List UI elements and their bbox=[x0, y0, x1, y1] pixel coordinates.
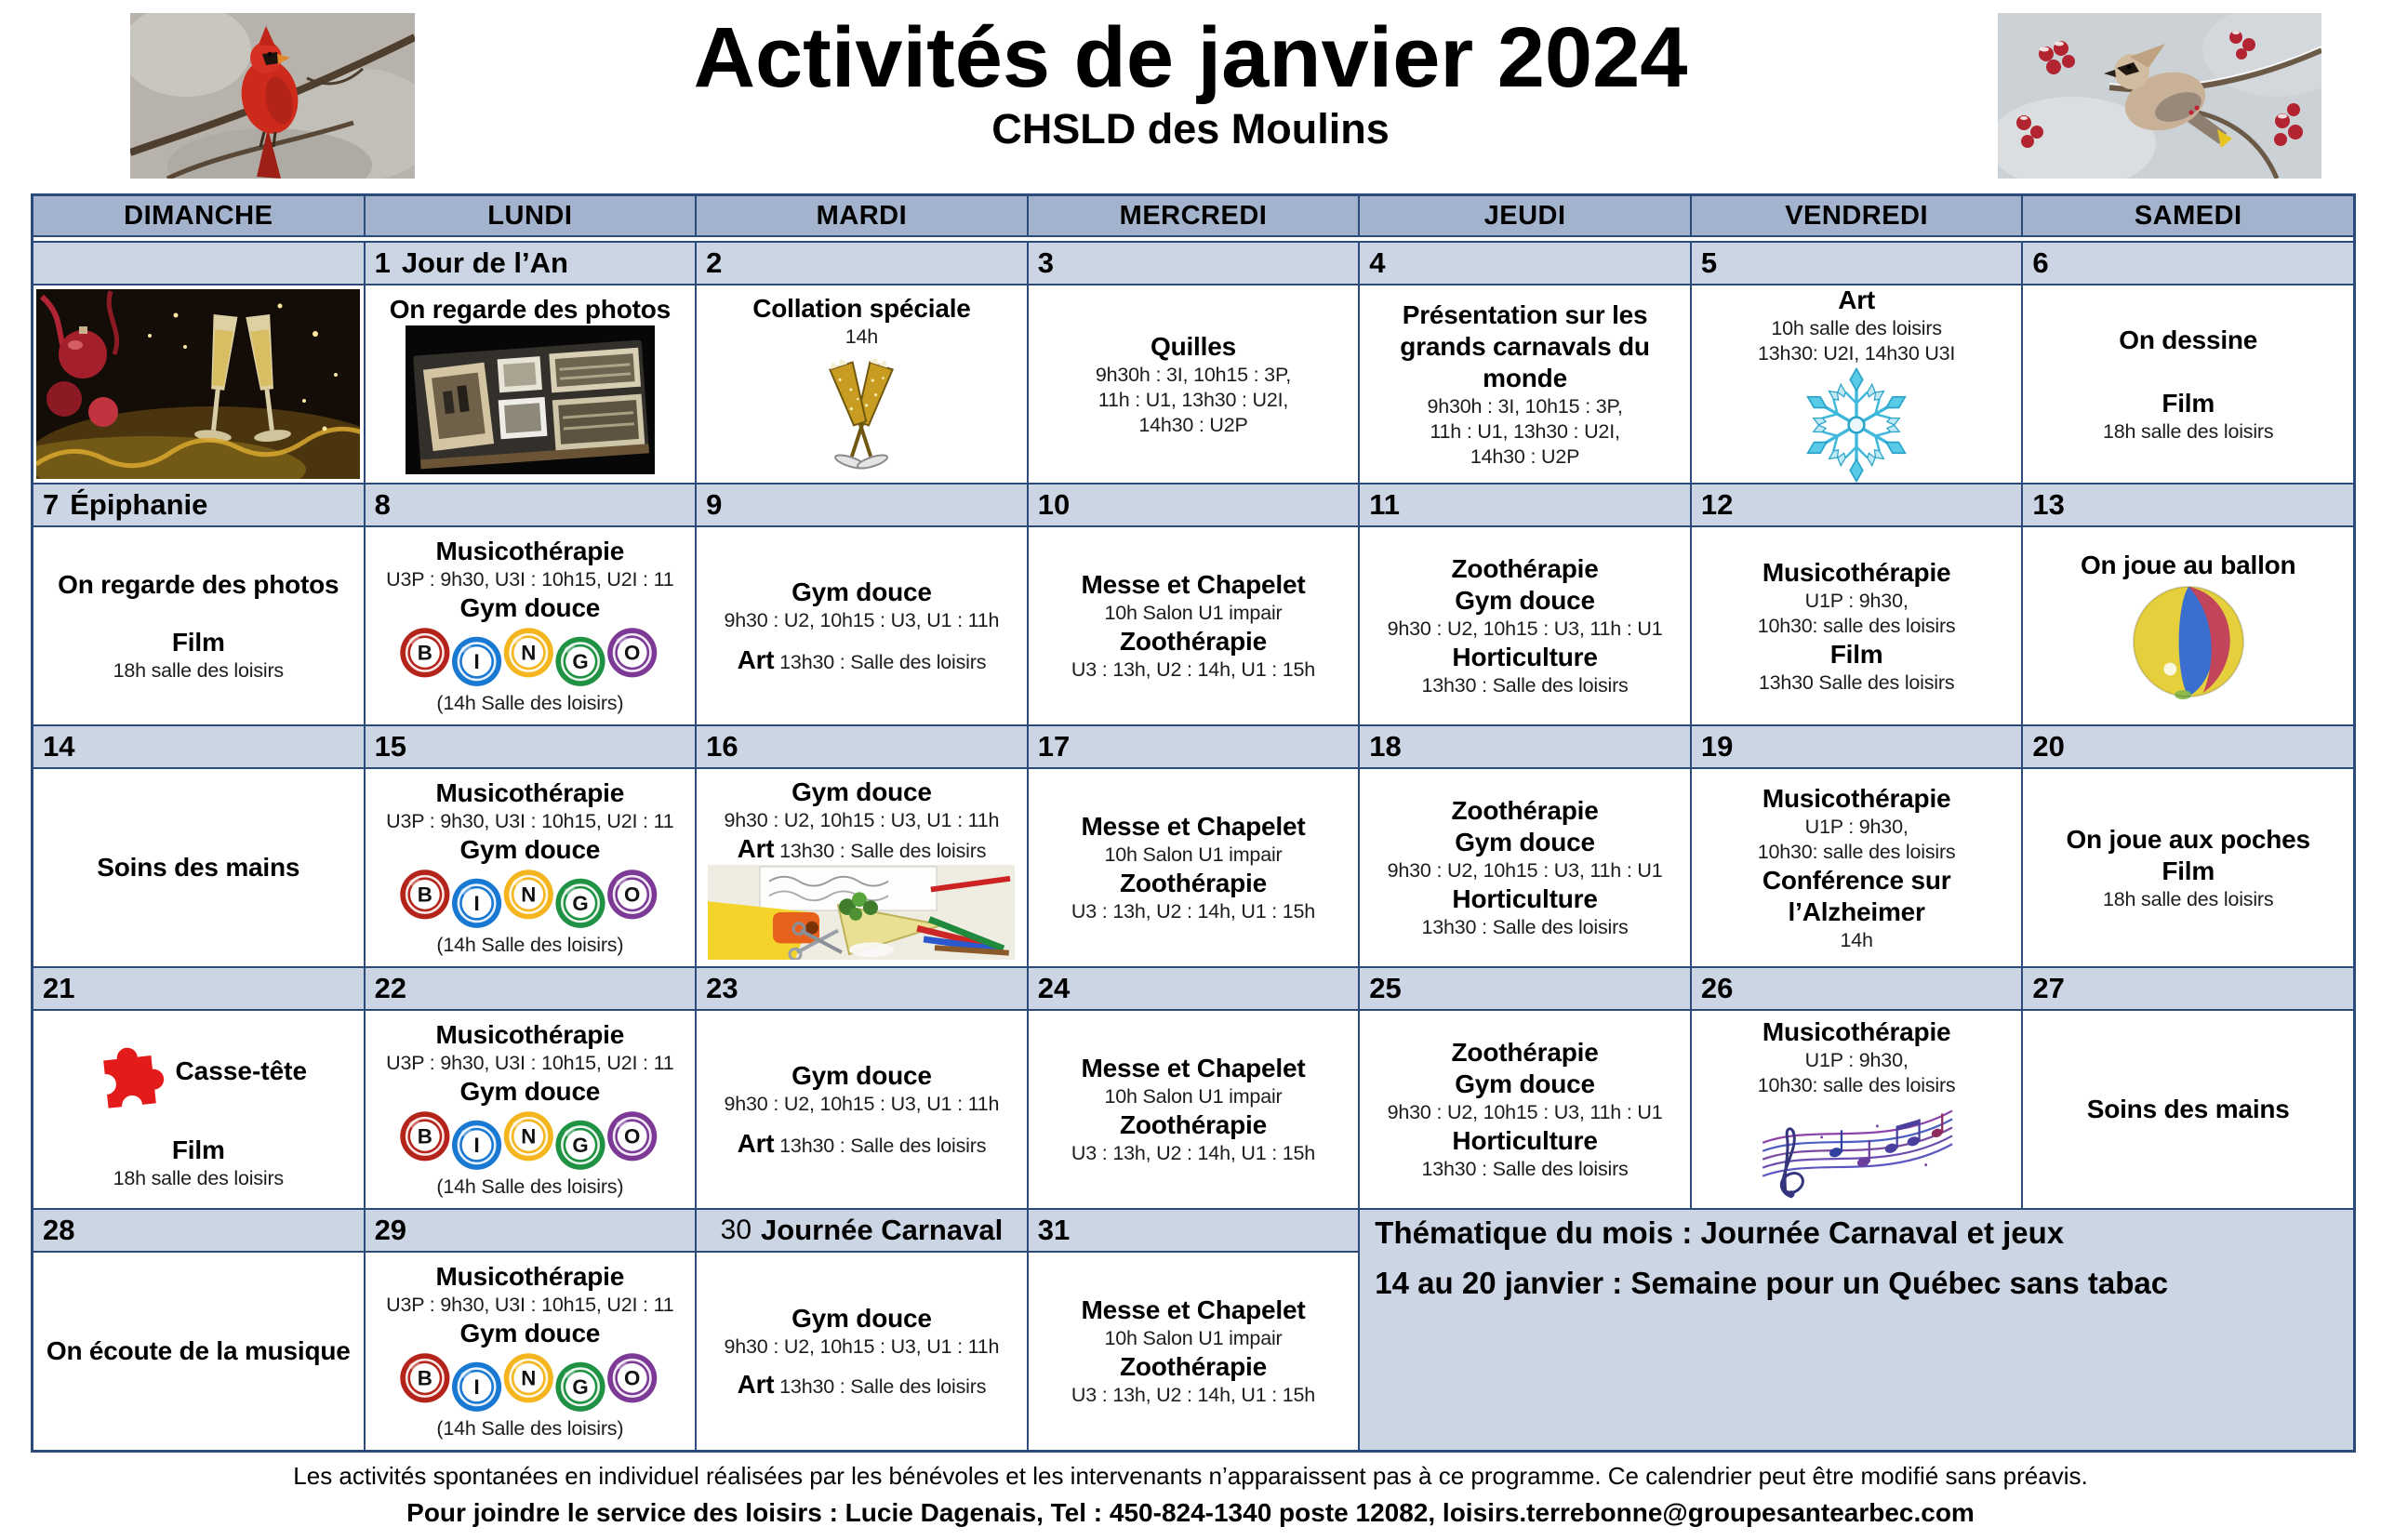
day-cell-18 bbox=[1360, 769, 1690, 966]
activity-line: 9h30 : U2, 10h15 : U3, 11h : U1 bbox=[1387, 1101, 1663, 1123]
footer-contact: Pour joindre le service des loisirs : Lucie Dagenais, Tel : 450-824-1340 poste 12082, loisirs.terrebonne@groupesantearbec.com bbox=[406, 1498, 1975, 1527]
activity-line: 11h : U1, 13h30 : U2I, bbox=[1097, 388, 1289, 411]
date-number: 23 bbox=[706, 972, 738, 1004]
activity-line: Gym douce bbox=[1455, 586, 1595, 615]
activity-line: 9h30 : U2, 10h15 : U3, U1 : 11h bbox=[724, 1334, 1000, 1358]
calendar-header bbox=[0, 0, 2381, 188]
date-band bbox=[697, 968, 1027, 1009]
date-band bbox=[1692, 726, 2022, 767]
activity-line: Horticulture bbox=[1452, 1126, 1598, 1155]
day-cell-25 bbox=[1360, 1011, 1690, 1208]
svg-text:B: B bbox=[417, 1124, 432, 1148]
day-cell-4 bbox=[1360, 285, 1690, 483]
activity-line: 9h30h : 3I, 10h15 : 3P, bbox=[1095, 363, 1292, 386]
svg-text:G: G bbox=[572, 892, 589, 915]
date-number: 28 bbox=[43, 1214, 75, 1246]
beach-ball-clipart bbox=[2128, 581, 2249, 702]
svg-text:G: G bbox=[572, 650, 589, 673]
date-number: 26 bbox=[1700, 972, 1734, 1004]
activity-line: Zoothérapie bbox=[1119, 869, 1268, 897]
date-number: 14 bbox=[43, 730, 75, 763]
activity-line: U1P : 9h30, bbox=[1804, 815, 1909, 838]
day-cell-1 bbox=[366, 285, 696, 483]
date-number: 19 bbox=[1700, 730, 1734, 763]
activity-line: Gym douce bbox=[459, 593, 601, 622]
activity-line: Messe et Chapelet bbox=[1081, 1295, 1306, 1324]
date-band bbox=[366, 485, 696, 525]
date-number: 16 bbox=[706, 730, 738, 763]
activity-line: Film bbox=[2162, 388, 2215, 418]
date-band bbox=[1029, 726, 1359, 767]
header-separator bbox=[33, 237, 2353, 241]
activity-line: Film bbox=[2162, 856, 2215, 885]
date-band bbox=[366, 968, 696, 1009]
day-cell-13 bbox=[2023, 527, 2353, 724]
date-band bbox=[2023, 726, 2353, 767]
date-number: 13 bbox=[2032, 488, 2065, 521]
activity-line: 18h salle des loisirs bbox=[2103, 887, 2274, 910]
day-header-vendredi: VENDREDI bbox=[1692, 196, 2022, 235]
calendar-footer bbox=[0, 1462, 2381, 1528]
snowflake-image bbox=[1798, 366, 1915, 483]
date-number: 3 bbox=[1037, 246, 1054, 279]
activity-line: Film bbox=[1829, 639, 1883, 669]
date-band bbox=[33, 485, 364, 525]
date-band bbox=[1029, 485, 1359, 525]
week-row bbox=[33, 243, 2353, 483]
svg-text:N: N bbox=[521, 883, 537, 907]
activity-line: 9h30 : U2, 10h15 : U3, U1 : 11h bbox=[724, 1092, 1000, 1115]
activity-line: Zoothérapie bbox=[1451, 1038, 1599, 1067]
music-notes-image bbox=[1722, 1098, 1991, 1202]
date-number: 25 bbox=[1369, 972, 1402, 1004]
date-number: 12 bbox=[1700, 488, 1734, 521]
date-number: 7 bbox=[43, 488, 60, 521]
date-band bbox=[1360, 243, 1690, 284]
day-cell-5 bbox=[1692, 285, 2022, 483]
day-cell-21 bbox=[33, 1011, 364, 1208]
activity-line: On regarde des photos bbox=[58, 569, 339, 599]
bingo-balls-image bbox=[392, 1108, 669, 1175]
date-band bbox=[1692, 485, 2022, 525]
activity-line: Gym douce bbox=[459, 835, 601, 864]
activity-line: Horticulture bbox=[1452, 884, 1598, 913]
activity-line: 14h30 : U2P bbox=[1470, 445, 1580, 468]
date-band bbox=[33, 726, 364, 767]
day-cell bbox=[33, 285, 364, 483]
date-band bbox=[2023, 968, 2353, 1009]
bingo-balls-image bbox=[392, 624, 669, 691]
day-cell-23 bbox=[697, 1011, 1027, 1208]
activity-line: Zoothérapie bbox=[1119, 1352, 1268, 1381]
date-band bbox=[1029, 243, 1359, 284]
activity-line: Film bbox=[171, 1135, 225, 1164]
activity-line: Gym douce bbox=[791, 1060, 932, 1090]
date-label: Épiphanie bbox=[70, 488, 208, 521]
theme-line-1: Thématique du mois : Journée Carnaval et jeux bbox=[1375, 1215, 2065, 1250]
date-number: 4 bbox=[1369, 246, 1386, 279]
activity-line: (14h Salle des loisirs) bbox=[436, 1417, 624, 1440]
puzzle-piece-icon bbox=[89, 1029, 175, 1114]
day-header-lundi: LUNDI bbox=[366, 196, 696, 235]
svg-text:I: I bbox=[473, 1375, 480, 1399]
activity-line: On joue au ballon bbox=[2080, 551, 2296, 579]
date-number: 27 bbox=[2032, 972, 2065, 1004]
date-band bbox=[33, 1210, 364, 1251]
page-title: Activités de janvier 2024 bbox=[693, 10, 1688, 105]
activity-line: Gym douce bbox=[791, 577, 932, 606]
day-header-row bbox=[33, 196, 2353, 235]
activity-line: Art 13h30 : Salle des loisirs bbox=[737, 833, 987, 863]
day-cell-7 bbox=[33, 527, 364, 724]
day-cell-10 bbox=[1029, 527, 1359, 724]
activity-line: 13h30: U2I, 14h30 U3I bbox=[1758, 342, 1956, 365]
day-header-jeudi: JEUDI bbox=[1360, 196, 1690, 235]
date-band bbox=[366, 1210, 696, 1251]
activity-line: U3 : 13h, U2 : 14h, U1 : 15h bbox=[1071, 1142, 1316, 1164]
activity-line: Messe et Chapelet bbox=[1081, 1054, 1306, 1082]
date-band bbox=[33, 968, 364, 1009]
day-cell-16 bbox=[697, 769, 1027, 966]
art-supplies-photo bbox=[708, 865, 1015, 960]
date-band bbox=[697, 243, 1027, 284]
activity-line: U3 : 13h, U2 : 14h, U1 : 15h bbox=[1071, 900, 1316, 923]
svg-text:N: N bbox=[521, 641, 537, 665]
champagne-flutes-clipart bbox=[800, 350, 923, 476]
activity-line: On regarde des photos bbox=[389, 295, 671, 324]
activity-line: Zoothérapie bbox=[1451, 554, 1599, 583]
activity-line: 18h salle des loisirs bbox=[113, 1166, 284, 1189]
bingo-balls-clipart bbox=[392, 1349, 669, 1416]
activity-line: Gym douce bbox=[1455, 1069, 1595, 1098]
activity-line: 10h30: salle des loisirs bbox=[1757, 1074, 1956, 1096]
day-header-mardi: MARDI bbox=[697, 196, 1027, 235]
christmas-photo-image bbox=[36, 289, 360, 479]
day-cell-11 bbox=[1360, 527, 1690, 724]
activity-line: Art bbox=[1838, 285, 1876, 314]
activity-line: Soins des mains bbox=[97, 853, 300, 882]
day-cell-31 bbox=[1029, 1253, 1359, 1450]
day-cell-27 bbox=[2023, 1011, 2353, 1208]
activity-line: Musicothérapie bbox=[435, 1020, 625, 1049]
date-number: 2 bbox=[706, 246, 723, 279]
activity-line: U1P : 9h30, bbox=[1804, 589, 1909, 612]
activity-line: Soins des mains bbox=[2086, 1095, 2290, 1123]
activity-line: Casse-tête bbox=[89, 1029, 307, 1114]
date-number: 18 bbox=[1369, 730, 1402, 763]
date-band bbox=[1360, 726, 1690, 767]
bingo-balls-clipart bbox=[392, 866, 669, 933]
winter-cardinal-photo bbox=[130, 13, 415, 179]
activity-line: U3 : 13h, U2 : 14h, U1 : 15h bbox=[1071, 658, 1316, 681]
day-cell-9 bbox=[697, 527, 1027, 724]
activity-line: 10h30: salle des loisirs bbox=[1757, 840, 1956, 863]
activity-line: Musicothérapie bbox=[435, 778, 625, 807]
activity-line: U3P : 9h30, U3I : 10h15, U2I : 11 bbox=[386, 810, 674, 832]
activity-line: Musicothérapie bbox=[1762, 557, 1951, 587]
date-band bbox=[1360, 485, 1690, 525]
old-photo-album-photo bbox=[406, 325, 655, 474]
day-cell-29 bbox=[366, 1253, 696, 1450]
activity-line: 10h30: salle des loisirs bbox=[1757, 614, 1956, 637]
day-cell-6 bbox=[2023, 285, 2353, 483]
date-band bbox=[366, 243, 696, 284]
week-row bbox=[33, 485, 2353, 724]
svg-text:O: O bbox=[623, 883, 641, 907]
date-band bbox=[1692, 243, 2022, 284]
day-cell-17 bbox=[1029, 769, 1359, 966]
activity-line: Art 13h30 : Salle des loisirs bbox=[737, 1369, 987, 1399]
date-band bbox=[697, 726, 1027, 767]
activity-line: Gym douce bbox=[791, 1303, 932, 1333]
calendar-table bbox=[31, 193, 2356, 1453]
svg-text:O: O bbox=[623, 1366, 641, 1390]
activity-line: 18h salle des loisirs bbox=[2103, 419, 2274, 443]
music-notes-clipart bbox=[1722, 1098, 1991, 1202]
date-number: 30 bbox=[720, 1215, 752, 1245]
date-number: 17 bbox=[1037, 730, 1071, 763]
day-cell-3 bbox=[1029, 285, 1359, 483]
bingo-balls-image bbox=[392, 866, 669, 933]
activity-line: Zoothérapie bbox=[1119, 1110, 1268, 1139]
date-number: 31 bbox=[1037, 1214, 1071, 1246]
day-cell-14 bbox=[33, 769, 364, 966]
svg-text:G: G bbox=[572, 1134, 589, 1157]
activity-line: 9h30 : U2, 10h15 : U3, 11h : U1 bbox=[1387, 617, 1663, 640]
activity-line: Gym douce bbox=[791, 777, 932, 806]
page-subtitle: CHSLD des Moulins bbox=[991, 104, 1390, 153]
activity-line: Horticulture bbox=[1452, 643, 1598, 671]
activity-line: Présentation sur les grands carnavals du monde bbox=[1400, 299, 1650, 392]
activity-line: Musicothérapie bbox=[1762, 1017, 1951, 1046]
art-supplies-image bbox=[708, 865, 1015, 960]
date-number: 1 bbox=[374, 246, 391, 279]
date-number: 8 bbox=[374, 488, 391, 521]
champagne-glasses-image bbox=[800, 350, 923, 476]
beach-ball-image bbox=[2128, 581, 2249, 702]
svg-text:I: I bbox=[473, 892, 480, 915]
svg-text:N: N bbox=[521, 1366, 537, 1390]
day-cell-28 bbox=[33, 1253, 364, 1450]
activity-line: 9h30 : U2, 10h15 : U3, U1 : 11h bbox=[724, 808, 1000, 831]
activity-line: (14h Salle des loisirs) bbox=[436, 692, 624, 714]
activity-line: (14h Salle des loisirs) bbox=[436, 934, 624, 956]
date-number: 20 bbox=[2032, 730, 2065, 763]
activity-line: U3P : 9h30, U3I : 10h15, U2I : 11 bbox=[386, 1052, 674, 1074]
day-cell-19 bbox=[1692, 769, 2022, 966]
activity-line: 9h30 : U2, 10h15 : U3, 11h : U1 bbox=[1387, 859, 1663, 882]
day-cell-2 bbox=[697, 285, 1027, 483]
svg-text:O: O bbox=[623, 641, 641, 665]
svg-text:B: B bbox=[417, 1366, 432, 1390]
activity-line: Quilles bbox=[1151, 331, 1236, 361]
date-band bbox=[1692, 968, 2022, 1009]
day-cell-30 bbox=[697, 1253, 1027, 1450]
activity-line: Collation spéciale bbox=[752, 293, 971, 323]
activity-line: U3P : 9h30, U3I : 10h15, U2I : 11 bbox=[386, 1294, 674, 1316]
activity-line: Zoothérapie bbox=[1119, 627, 1268, 656]
activity-line: 14h30 : U2P bbox=[1138, 413, 1248, 436]
day-cell-20 bbox=[2023, 769, 2353, 966]
activity-line: (14h Salle des loisirs) bbox=[436, 1175, 624, 1198]
day-cell-24 bbox=[1029, 1011, 1359, 1208]
activity-line: 10h Salon U1 impair bbox=[1104, 843, 1283, 866]
date-band bbox=[1360, 968, 1690, 1009]
activity-line: Messe et Chapelet bbox=[1081, 570, 1306, 599]
activity-line: U1P : 9h30, bbox=[1804, 1049, 1909, 1071]
svg-text:I: I bbox=[473, 650, 480, 673]
svg-text:O: O bbox=[623, 1124, 641, 1148]
activity-line: 10h Salon U1 impair bbox=[1104, 1327, 1283, 1349]
date-band bbox=[697, 1210, 1027, 1251]
date-label: Journée Carnaval bbox=[761, 1214, 1004, 1246]
svg-text:G: G bbox=[572, 1375, 589, 1399]
activity-line: 9h30h : 3I, 10h15 : 3P, bbox=[1427, 394, 1623, 418]
activity-line: 9h30 : U2, 10h15 : U3, U1 : 11h bbox=[724, 608, 1000, 631]
day-cell-15 bbox=[366, 769, 696, 966]
activity-line: U3 : 13h, U2 : 14h, U1 : 15h bbox=[1071, 1384, 1316, 1406]
date-number: 22 bbox=[374, 972, 407, 1004]
activity-line: Art 13h30 : Salle des loisirs bbox=[737, 1128, 987, 1158]
date-band bbox=[2023, 485, 2353, 525]
activity-line: Gym douce bbox=[459, 1077, 601, 1106]
svg-text:I: I bbox=[473, 1134, 480, 1157]
activity-line: 13h30 Salle des loisirs bbox=[1758, 670, 1955, 694]
bingo-balls-clipart bbox=[392, 1108, 669, 1175]
date-number: 29 bbox=[374, 1214, 407, 1246]
puzzle-piece-image bbox=[89, 1029, 175, 1114]
day-header-samedi: SAMEDI bbox=[2023, 196, 2353, 235]
week-row bbox=[33, 968, 2353, 1208]
activity-line: Musicothérapie bbox=[435, 1262, 625, 1291]
activity-line: Gym douce bbox=[1455, 828, 1595, 856]
date-number: 6 bbox=[2032, 246, 2049, 279]
activity-line: Film bbox=[171, 627, 225, 657]
activity-line: Conférence sur l’Alzheimer bbox=[1762, 865, 1951, 926]
footer-disclaimer: Les activités spontanées en individuel réalisées par les bénévoles et les intervenants n’apparaissent pas à ce programme. Ce calendrier peut être modifié sans préavis. bbox=[293, 1462, 2088, 1490]
activity-line: On dessine bbox=[2119, 325, 2258, 354]
bingo-balls-image bbox=[392, 1349, 669, 1416]
date-number: 24 bbox=[1037, 972, 1071, 1004]
theme-note bbox=[1360, 1210, 2353, 1450]
winter-waxwing-photo bbox=[1998, 13, 2321, 179]
activity-line: Musicothérapie bbox=[435, 537, 625, 565]
day-cell-8 bbox=[366, 527, 696, 724]
christmas-champagne-photo bbox=[36, 289, 360, 479]
activity-line: 13h30 : Salle des loisirs bbox=[1421, 674, 1629, 697]
activity-line: Gym douce bbox=[459, 1319, 601, 1348]
date-number: 5 bbox=[1700, 246, 1718, 279]
week-row bbox=[33, 726, 2353, 966]
activity-line: Zoothérapie bbox=[1451, 796, 1599, 825]
date-band bbox=[33, 243, 364, 284]
activity-line: 10h salle des loisirs bbox=[1771, 317, 1942, 339]
day-header-dimanche: DIMANCHE bbox=[33, 196, 364, 235]
activity-line: Messe et Chapelet bbox=[1081, 812, 1306, 841]
activity-line: 13h30 : Salle des loisirs bbox=[1421, 1158, 1629, 1180]
date-number: 11 bbox=[1369, 488, 1401, 521]
day-cell-22 bbox=[366, 1011, 696, 1208]
date-number: 15 bbox=[374, 730, 407, 763]
activity-line: 18h salle des loisirs bbox=[113, 658, 284, 682]
svg-text:B: B bbox=[417, 641, 432, 665]
svg-text:N: N bbox=[521, 1124, 537, 1148]
theme-line-2: 14 au 20 janvier : Semaine pour un Québec sans tabac bbox=[1375, 1266, 2169, 1300]
day-header-mercredi: MERCREDI bbox=[1029, 196, 1359, 235]
date-band bbox=[697, 485, 1027, 525]
activity-line: 14h bbox=[845, 325, 879, 348]
photo-album-image bbox=[406, 325, 655, 474]
snowflake-clipart bbox=[1798, 366, 1915, 483]
date-band bbox=[366, 726, 696, 767]
activity-line: 13h30 : Salle des loisirs bbox=[1421, 916, 1629, 938]
svg-text:B: B bbox=[417, 883, 432, 907]
activity-line: 10h Salon U1 impair bbox=[1104, 1085, 1283, 1108]
date-number: 10 bbox=[1037, 488, 1071, 521]
day-cell-26 bbox=[1692, 1011, 2022, 1208]
activity-line: On joue aux poches bbox=[2066, 824, 2310, 854]
date-band bbox=[2023, 243, 2353, 284]
activity-line: 10h Salon U1 impair bbox=[1104, 602, 1283, 624]
activity-line: On écoute de la musique bbox=[46, 1336, 351, 1365]
activity-line: Art 13h30 : Salle des loisirs bbox=[737, 644, 987, 674]
date-band bbox=[1029, 968, 1359, 1009]
date-label: Jour de l’An bbox=[401, 246, 568, 279]
day-cell-12 bbox=[1692, 527, 2022, 724]
activity-line: Musicothérapie bbox=[1762, 783, 1951, 813]
date-band bbox=[1029, 1210, 1359, 1251]
bingo-balls-clipart bbox=[392, 624, 669, 691]
activity-line: 14h bbox=[1840, 928, 1873, 951]
date-number: 9 bbox=[706, 488, 723, 521]
date-number: 21 bbox=[43, 972, 75, 1004]
activity-line: 11h : U1, 13h30 : U2I, bbox=[1430, 419, 1620, 443]
activity-line: U3P : 9h30, U3I : 10h15, U2I : 11 bbox=[386, 568, 674, 591]
week-row bbox=[33, 1210, 2353, 1450]
